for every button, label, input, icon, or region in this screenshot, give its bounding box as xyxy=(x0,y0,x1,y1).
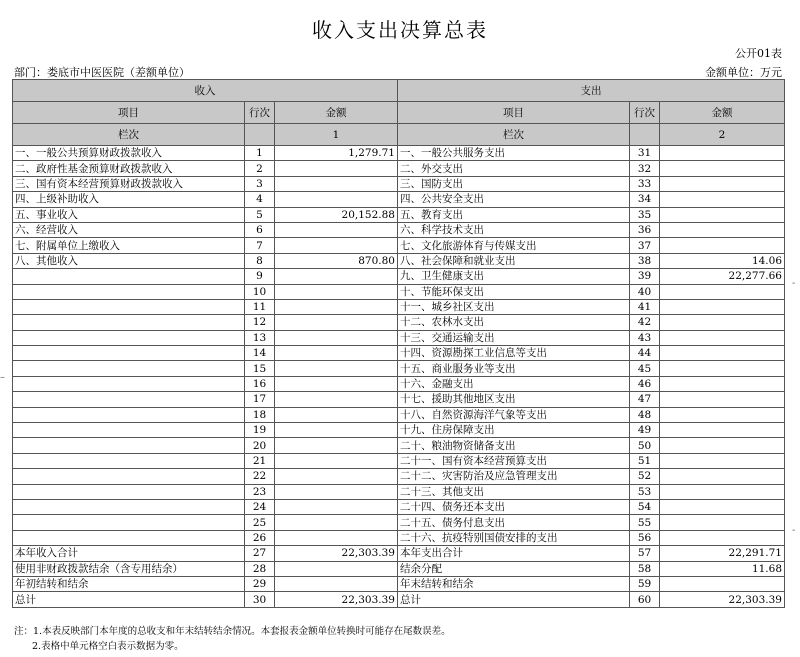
table-body xyxy=(13,80,785,608)
expense-amount-cell xyxy=(660,284,785,299)
income-amount-cell xyxy=(275,269,398,284)
expense-amount-cell xyxy=(660,330,785,345)
income-line-no-cell: 28 xyxy=(245,561,275,576)
expense-item-cell: 一、一般公共服务支出 xyxy=(398,146,630,161)
income-item-cell: 一、一般公共预算财政拨款收入 xyxy=(13,146,245,161)
expense-line-no-cell: 59 xyxy=(630,576,660,591)
expense-item-cell: 十二、农林水支出 xyxy=(398,315,630,330)
right-edge-mark: - xyxy=(792,278,796,289)
expense-line-no-cell: 41 xyxy=(630,299,660,314)
income-column-label: 栏次 xyxy=(13,124,245,146)
expense-item-cell: 八、社会保障和就业支出 xyxy=(398,253,630,268)
income-line-no-cell: 2 xyxy=(245,161,275,176)
income-item-cell: 五、事业收入 xyxy=(13,207,245,222)
expense-item-cell: 本年支出合计 xyxy=(398,546,630,561)
expense-line-no-cell: 47 xyxy=(630,392,660,407)
income-amount-cell: 22,303.39 xyxy=(275,592,398,607)
income-amount-cell xyxy=(275,238,398,253)
expense-item-cell: 十四、资源勘探工业信息等支出 xyxy=(398,346,630,361)
income-item-header: 项目 xyxy=(13,102,245,124)
expense-line-no-cell: 40 xyxy=(630,284,660,299)
expense-line-no-cell: 34 xyxy=(630,192,660,207)
form-code: 公开01表 xyxy=(735,47,782,60)
income-item-cell xyxy=(13,499,245,514)
table-row xyxy=(13,315,785,330)
expense-amount-cell xyxy=(660,299,785,314)
income-amount-cell xyxy=(275,361,398,376)
table-row xyxy=(13,561,785,576)
expense-amount-cell: 11.68 xyxy=(660,561,785,576)
income-amount-cell xyxy=(275,192,398,207)
expense-line-no-cell: 50 xyxy=(630,438,660,453)
income-line-no-cell: 25 xyxy=(245,515,275,530)
expense-line-no-cell: 56 xyxy=(630,530,660,545)
expense-item-cell: 二十三、其他支出 xyxy=(398,484,630,499)
table-row xyxy=(13,376,785,391)
expense-item-cell: 十七、援助其他地区支出 xyxy=(398,392,630,407)
income-line-no-cell: 16 xyxy=(245,376,275,391)
expense-line-no-cell: 49 xyxy=(630,423,660,438)
income-amount-cell xyxy=(275,222,398,237)
income-line-no-cell: 29 xyxy=(245,576,275,591)
expense-amount-cell xyxy=(660,515,785,530)
income-line-no-cell: 5 xyxy=(245,207,275,222)
expense-amount-cell xyxy=(660,453,785,468)
income-item-cell xyxy=(13,407,245,422)
expense-amount-cell: 22,303.39 xyxy=(660,592,785,607)
income-line-no-cell: 26 xyxy=(245,530,275,545)
income-item-cell xyxy=(13,392,245,407)
table-row xyxy=(13,453,785,468)
income-item-cell: 总计 xyxy=(13,592,245,607)
income-line-no-cell: 24 xyxy=(245,499,275,514)
income-amount-cell xyxy=(275,346,398,361)
expense-item-cell: 七、文化旅游体育与传媒支出 xyxy=(398,238,630,253)
expense-item-cell: 总计 xyxy=(398,592,630,607)
income-line-no-header: 行次 xyxy=(245,102,275,124)
income-line-no-cell: 13 xyxy=(245,330,275,345)
income-item-cell: 使用非财政拨款结余（含专用结余） xyxy=(13,561,245,576)
expense-line-no-cell: 58 xyxy=(630,561,660,576)
income-amount-cell xyxy=(275,453,398,468)
income-item-cell xyxy=(13,453,245,468)
expense-section-header: 支出 xyxy=(398,80,785,102)
department-label: 部门：娄底市中医医院（差额单位） xyxy=(14,66,190,79)
table-row xyxy=(13,238,785,253)
table-row xyxy=(13,253,785,268)
expense-item-cell: 六、科学技术支出 xyxy=(398,222,630,237)
income-item-cell: 本年收入合计 xyxy=(13,546,245,561)
income-item-cell: 年初结转和结余 xyxy=(13,576,245,591)
income-amount-cell xyxy=(275,284,398,299)
expense-amount-cell xyxy=(660,238,785,253)
table-row xyxy=(13,546,785,561)
expense-line-no-cell: 39 xyxy=(630,269,660,284)
expense-amount-cell xyxy=(660,407,785,422)
income-line-no-cell: 14 xyxy=(245,346,275,361)
income-amount-cell xyxy=(275,176,398,191)
expense-line-no-cell: 46 xyxy=(630,376,660,391)
expense-amount-cell xyxy=(660,176,785,191)
table-row xyxy=(13,161,785,176)
expense-item-cell: 二十、粮油物资储备支出 xyxy=(398,438,630,453)
expense-item-cell: 五、教育支出 xyxy=(398,207,630,222)
income-line-no-cell: 19 xyxy=(245,423,275,438)
income-amount-cell: 22,303.39 xyxy=(275,546,398,561)
income-line-no-cell: 12 xyxy=(245,315,275,330)
expense-amount-cell xyxy=(660,469,785,484)
expense-item-cell: 九、卫生健康支出 xyxy=(398,269,630,284)
expense-line-no-cell: 51 xyxy=(630,453,660,468)
footnote-1: 注：1.本表反映部门本年度的总收支和年末结转结余情况。本套报表金额单位转换时可能存在尾数误差。 xyxy=(14,626,451,637)
income-item-cell: 七、附属单位上缴收入 xyxy=(13,238,245,253)
income-amount-cell xyxy=(275,576,398,591)
income-line-no-cell: 30 xyxy=(245,592,275,607)
expense-line-no-cell: 52 xyxy=(630,469,660,484)
income-line-no-cell: 8 xyxy=(245,253,275,268)
income-amount-cell xyxy=(275,423,398,438)
expense-line-no-cell: 32 xyxy=(630,161,660,176)
income-amount-cell xyxy=(275,376,398,391)
column-header-row xyxy=(13,102,785,124)
expense-amount-cell xyxy=(660,376,785,391)
table-row xyxy=(13,207,785,222)
expense-line-no-cell: 54 xyxy=(630,499,660,514)
table-row xyxy=(13,346,785,361)
income-line-no-cell: 18 xyxy=(245,407,275,422)
income-amount-cell xyxy=(275,392,398,407)
expense-amount-cell xyxy=(660,315,785,330)
income-section-header: 收入 xyxy=(13,80,398,102)
table-row xyxy=(13,530,785,545)
expense-item-header: 项目 xyxy=(398,102,630,124)
income-line-no-cell: 17 xyxy=(245,392,275,407)
income-amount-cell xyxy=(275,484,398,499)
table-row xyxy=(13,176,785,191)
income-line-no-cell: 4 xyxy=(245,192,275,207)
income-amount-header: 金额 xyxy=(275,102,398,124)
expense-amount-cell xyxy=(660,146,785,161)
income-line-no-cell: 6 xyxy=(245,222,275,237)
expense-amount-cell xyxy=(660,192,785,207)
left-edge-mark: – xyxy=(0,372,5,383)
table-row xyxy=(13,576,785,591)
income-amount-cell xyxy=(275,438,398,453)
income-line-no-cell: 7 xyxy=(245,238,275,253)
expense-item-cell: 四、公共安全支出 xyxy=(398,192,630,207)
expense-amount-cell: 14.06 xyxy=(660,253,785,268)
expense-line-no-cell: 36 xyxy=(630,222,660,237)
income-line-no-cell: 23 xyxy=(245,484,275,499)
expense-line-no-cell: 31 xyxy=(630,146,660,161)
table-row xyxy=(13,407,785,422)
expense-item-cell: 二十二、灾害防治及应急管理支出 xyxy=(398,469,630,484)
income-item-cell xyxy=(13,269,245,284)
income-line-no-cell: 22 xyxy=(245,469,275,484)
income-item-cell xyxy=(13,530,245,545)
table-row xyxy=(13,146,785,161)
table-row xyxy=(13,269,785,284)
expense-item-cell: 十九、住房保障支出 xyxy=(398,423,630,438)
expense-item-cell: 三、国防支出 xyxy=(398,176,630,191)
expense-item-cell: 二十四、债务还本支出 xyxy=(398,499,630,514)
income-amount-cell xyxy=(275,499,398,514)
income-item-cell: 六、经营收入 xyxy=(13,222,245,237)
income-item-cell xyxy=(13,423,245,438)
expense-line-no-header: 行次 xyxy=(630,102,660,124)
expense-amount-cell xyxy=(660,423,785,438)
expense-amount-cell xyxy=(660,207,785,222)
income-item-cell xyxy=(13,361,245,376)
income-amount-cell: 20,152.88 xyxy=(275,207,398,222)
income-line-no-cell: 10 xyxy=(245,284,275,299)
income-amount-cell xyxy=(275,161,398,176)
income-line-no-index xyxy=(245,124,275,146)
expense-item-cell: 十三、交通运输支出 xyxy=(398,330,630,345)
expense-item-cell: 结余分配 xyxy=(398,561,630,576)
income-amount-cell xyxy=(275,530,398,545)
table-row xyxy=(13,330,785,345)
table-row xyxy=(13,423,785,438)
income-item-cell xyxy=(13,438,245,453)
income-amount-cell: 870.80 xyxy=(275,253,398,268)
expense-amount-header: 金额 xyxy=(660,102,785,124)
income-item-cell xyxy=(13,330,245,345)
expense-line-no-cell: 44 xyxy=(630,346,660,361)
expense-line-no-cell: 55 xyxy=(630,515,660,530)
right-edge-mark-2: - xyxy=(792,525,796,536)
expense-line-no-cell: 57 xyxy=(630,546,660,561)
expense-amount-cell xyxy=(660,392,785,407)
income-line-no-cell: 21 xyxy=(245,453,275,468)
income-line-no-cell: 11 xyxy=(245,299,275,314)
income-item-cell xyxy=(13,515,245,530)
table-row xyxy=(13,361,785,376)
income-amount-cell xyxy=(275,561,398,576)
expense-amount-cell xyxy=(660,346,785,361)
income-line-no-cell: 3 xyxy=(245,176,275,191)
income-item-cell: 四、上级补助收入 xyxy=(13,192,245,207)
income-amount-index: 1 xyxy=(275,124,398,146)
expense-item-cell: 二十一、国有资本经营预算支出 xyxy=(398,453,630,468)
income-item-cell: 三、国有资本经营预算财政拨款收入 xyxy=(13,176,245,191)
expense-amount-cell xyxy=(660,499,785,514)
expense-line-no-cell: 35 xyxy=(630,207,660,222)
income-item-cell xyxy=(13,299,245,314)
income-item-cell xyxy=(13,484,245,499)
table-row xyxy=(13,284,785,299)
expense-amount-cell xyxy=(660,161,785,176)
table-row xyxy=(13,469,785,484)
expense-amount-index: 2 xyxy=(660,124,785,146)
income-line-no-cell: 20 xyxy=(245,438,275,453)
page-title: 收入支出决算总表 xyxy=(312,18,488,42)
expense-item-cell: 十、节能环保支出 xyxy=(398,284,630,299)
expense-item-cell: 十八、自然资源海洋气象等支出 xyxy=(398,407,630,422)
income-line-no-cell: 15 xyxy=(245,361,275,376)
expense-line-no-cell: 38 xyxy=(630,253,660,268)
expense-item-cell: 十六、金融支出 xyxy=(398,376,630,391)
expense-item-cell: 年末结转和结余 xyxy=(398,576,630,591)
income-amount-cell xyxy=(275,330,398,345)
income-amount-cell xyxy=(275,299,398,314)
expense-item-cell: 二十五、债务付息支出 xyxy=(398,515,630,530)
expense-line-no-cell: 43 xyxy=(630,330,660,345)
income-amount-cell xyxy=(275,515,398,530)
income-item-cell xyxy=(13,315,245,330)
income-line-no-cell: 9 xyxy=(245,269,275,284)
income-item-cell xyxy=(13,284,245,299)
amount-unit-label: 金额单位：万元 xyxy=(705,66,782,79)
table-row xyxy=(13,484,785,499)
footnotes xyxy=(14,624,451,654)
expense-item-cell: 十一、城乡社区支出 xyxy=(398,299,630,314)
table-row xyxy=(13,592,785,607)
footnote-2: 2.表格中单元格空白表示数据为零。 xyxy=(32,641,184,652)
income-item-cell: 八、其他收入 xyxy=(13,253,245,268)
expense-column-label: 栏次 xyxy=(398,124,630,146)
table-row xyxy=(13,299,785,314)
expense-amount-cell xyxy=(660,222,785,237)
expense-line-no-cell: 42 xyxy=(630,315,660,330)
income-line-no-cell: 27 xyxy=(245,546,275,561)
expense-amount-cell xyxy=(660,576,785,591)
expense-line-no-cell: 53 xyxy=(630,484,660,499)
income-item-cell xyxy=(13,346,245,361)
column-index-row xyxy=(13,124,785,146)
expense-amount-cell xyxy=(660,438,785,453)
expense-item-cell: 二、外交支出 xyxy=(398,161,630,176)
expense-line-no-cell: 48 xyxy=(630,407,660,422)
table-row xyxy=(13,438,785,453)
expense-amount-cell: 22,277.66 xyxy=(660,269,785,284)
expense-line-no-index xyxy=(630,124,660,146)
income-line-no-cell: 1 xyxy=(245,146,275,161)
income-amount-cell xyxy=(275,407,398,422)
summary-table xyxy=(12,79,785,608)
expense-item-cell: 二十六、抗疫特别国债安排的支出 xyxy=(398,530,630,545)
section-header-row xyxy=(13,80,785,102)
income-amount-cell: 1,279.71 xyxy=(275,146,398,161)
expense-amount-cell xyxy=(660,361,785,376)
table-row xyxy=(13,499,785,514)
income-item-cell: 二、政府性基金预算财政拨款收入 xyxy=(13,161,245,176)
income-amount-cell xyxy=(275,469,398,484)
income-item-cell xyxy=(13,469,245,484)
table-row xyxy=(13,192,785,207)
expense-amount-cell: 22,291.71 xyxy=(660,546,785,561)
expense-amount-cell xyxy=(660,484,785,499)
expense-line-no-cell: 37 xyxy=(630,238,660,253)
expense-item-cell: 十五、商业服务业等支出 xyxy=(398,361,630,376)
table-row xyxy=(13,222,785,237)
income-item-cell xyxy=(13,376,245,391)
expense-amount-cell xyxy=(660,530,785,545)
expense-line-no-cell: 45 xyxy=(630,361,660,376)
table-row xyxy=(13,392,785,407)
table-row xyxy=(13,515,785,530)
expense-line-no-cell: 33 xyxy=(630,176,660,191)
income-amount-cell xyxy=(275,315,398,330)
expense-line-no-cell: 60 xyxy=(630,592,660,607)
